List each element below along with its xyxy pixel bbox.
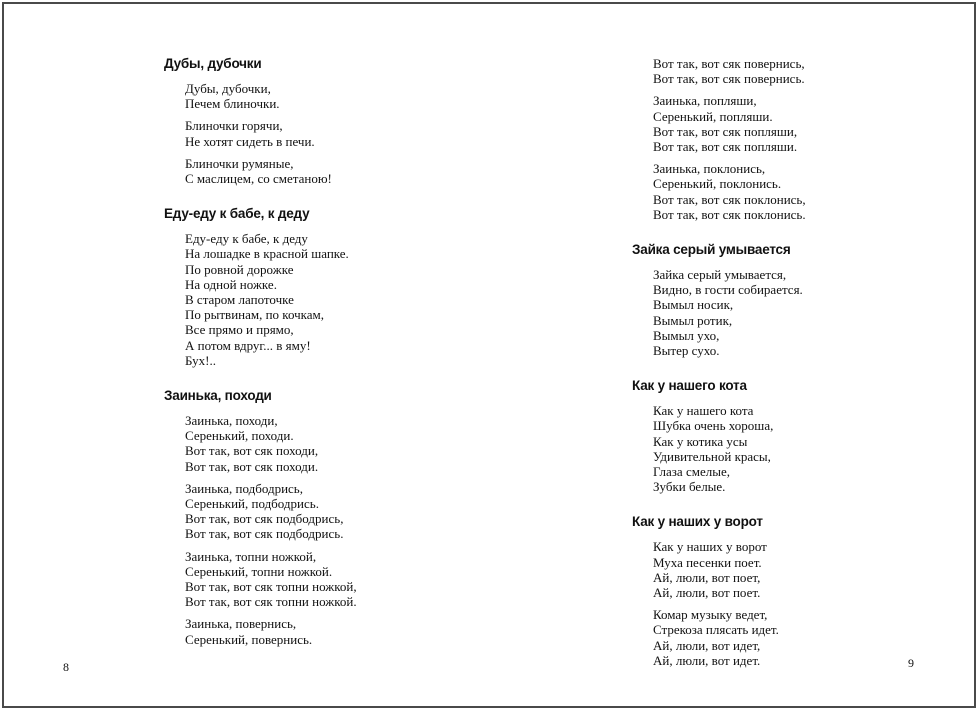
stanza — [185, 118, 464, 148]
poem-line: Заинька, топни ножкой, — [185, 548, 317, 564]
poem-line: Ай, люли, вот поет. — [653, 585, 761, 601]
poem-line: Дубы, дубочки, — [185, 81, 271, 96]
stanza — [653, 607, 932, 668]
poem-line: Видно, в гости собирается. — [653, 282, 803, 298]
poem-line: По рытвинам, по кочкам, — [185, 307, 325, 323]
page-number-left: 8 — [63, 660, 69, 674]
poem-line: Зайка серый умывается, — [653, 267, 787, 283]
stanza — [185, 616, 464, 646]
poem-line: Вот так, вот сяк повернись. — [653, 71, 805, 87]
poem-line: Заинька, повернись, — [185, 616, 297, 632]
poem-line: Ай, люли, вот поет, — [653, 569, 761, 585]
poem-line: Блиночки румяные, — [185, 155, 294, 171]
stanza — [653, 539, 932, 600]
poem-line: Заинька, поклонись, — [653, 161, 766, 177]
stanza — [185, 549, 464, 610]
poem-title: Как у нашего кота — [632, 378, 747, 394]
poem-line: Серенький, топни ножкой. — [185, 563, 333, 579]
poem-body — [653, 267, 932, 358]
poem-line: Серенький, подбодрись. — [185, 496, 319, 512]
poem-line: Заинька, подбодрись, — [185, 480, 303, 496]
poem-line: Заинька, попляши, — [653, 93, 757, 109]
poem-continuation — [653, 56, 932, 222]
poem-line: Шубка очень хороша, — [653, 418, 774, 434]
right-page-column — [632, 56, 932, 688]
stanza — [653, 161, 932, 222]
poem-line: Печем блиночки. — [185, 96, 280, 112]
poem-line: Вот так, вот сяк топни ножкой, — [185, 579, 357, 595]
poem-line: Серенький, попляши. — [653, 108, 773, 124]
poem-line: Серенький, походи. — [185, 428, 294, 444]
poem-line: Вот так, вот сяк попляши. — [653, 139, 798, 155]
poem-line: Все прямо и прямо, — [185, 322, 294, 338]
poem-line: Как у котика усы — [653, 433, 748, 449]
poem-line: Вот так, вот сяк повернись, — [653, 56, 805, 71]
poem-body — [185, 81, 464, 186]
poem-line: Комар музыку ведет, — [653, 607, 768, 623]
poem-body — [185, 413, 464, 647]
poem-line: Блиночки горячи, — [185, 118, 283, 134]
poem-title: Как у наших у ворот — [632, 514, 763, 530]
poem-line: Вымыл носик, — [653, 297, 734, 313]
left-page-column — [164, 56, 464, 667]
poem-line: Вымыл ротик, — [653, 312, 733, 328]
poem-body — [185, 231, 464, 368]
stanza — [185, 413, 464, 474]
poem-line: Глаза смелые, — [653, 464, 730, 480]
poem-line: С маслицем, со сметаною! — [185, 171, 332, 187]
poem-line: Вот так, вот сяк подбодрись, — [185, 511, 344, 527]
poem-line: Муха песенки поет. — [653, 554, 762, 570]
page-number-right: 9 — [908, 656, 914, 670]
poem-line: Вот так, вот сяк подбодрись. — [185, 526, 344, 542]
poem-line: Вот так, вот сяк походи. — [185, 458, 319, 474]
poem-line: Не хотят сидеть в печи. — [185, 133, 315, 149]
poem-title: Заинька, походи — [164, 388, 272, 404]
poem-line: Заинька, походи, — [185, 413, 278, 429]
stanza — [185, 481, 464, 542]
stanza — [653, 93, 932, 154]
poem-line: Вот так, вот сяк попляши, — [653, 123, 798, 139]
stanza — [185, 156, 464, 186]
poem-line: Зубки белые. — [653, 479, 726, 495]
poem-line: По ровной дорожке — [185, 261, 294, 277]
poem-line: Ай, люли, вот идет. — [653, 652, 761, 668]
poem-line: На одной ножке. — [185, 276, 277, 292]
poem-line: Вымыл ухо, — [653, 327, 720, 343]
poem-line: Вот так, вот сяк поклонись. — [653, 206, 806, 222]
poem-line: Еду-еду к бабе, к деду — [185, 231, 308, 247]
poem-line: А потом вдруг... в яму! — [185, 337, 311, 353]
poem-line: Удивительной красы, — [653, 448, 771, 464]
stanza — [653, 267, 932, 358]
poem-title: Дубы, дубочки — [164, 56, 262, 71]
poem-line: Вот так, вот сяк топни ножкой. — [185, 594, 357, 610]
poem-line: В старом лапоточке — [185, 292, 294, 308]
poem-body — [653, 539, 932, 668]
poem-line: Ай, люли, вот идет, — [653, 637, 761, 653]
stanza — [185, 81, 464, 111]
poem-body — [653, 403, 932, 494]
poem-line: Серенький, повернись. — [185, 631, 313, 647]
poem-line: Вытер сухо. — [653, 343, 720, 359]
poem-line: Вот так, вот сяк походи, — [185, 443, 319, 459]
poem-line: Стрекоза плясать идет. — [653, 622, 779, 638]
stanza — [653, 56, 932, 86]
poem-line: На лошадке в красной шапке. — [185, 246, 349, 262]
poem-title: Зайка серый умывается — [632, 242, 791, 258]
poem-line: Как у нашего кота — [653, 403, 754, 419]
poem-line: Вот так, вот сяк поклонись, — [653, 191, 806, 207]
poem-line: Как у наших у ворот — [653, 539, 767, 555]
poem-line: Бух!.. — [185, 352, 216, 368]
poem-title: Еду-еду к бабе, к деду — [164, 206, 310, 222]
stanza — [653, 403, 932, 494]
stanza — [185, 231, 464, 368]
poem-line: Серенький, поклонись. — [653, 176, 782, 192]
